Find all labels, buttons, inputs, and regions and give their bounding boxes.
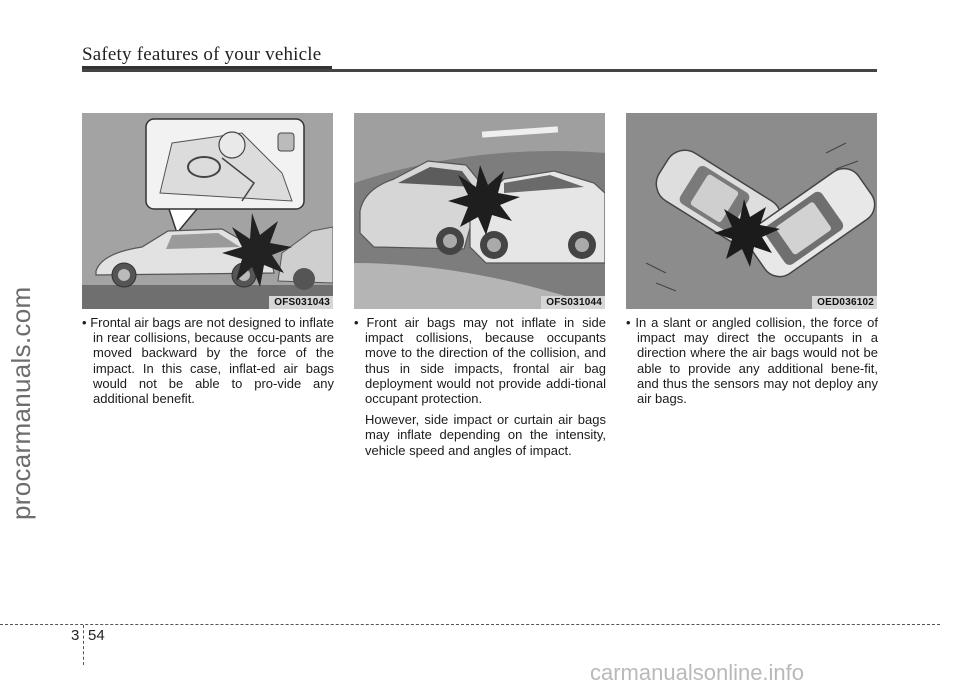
chapter-number: 3 [71,627,80,644]
side-collision-illustration-icon [354,113,605,309]
side-watermark: procarmanuals.com [6,286,36,520]
page-number: 54 [88,627,105,644]
figure-angled-collision [626,113,877,309]
paragraph: • In a slant or angled collision, the force of impact may direct the occupants in a direction where the air bags would not be able to provide any additional bene-fit, and thus the sensors may not deploy any air bags. [626,315,878,407]
figure-code: OFS031044 [541,296,605,309]
rear-collision-illustration-icon [82,113,333,309]
figure-code: OED036102 [812,296,877,309]
paragraph: • Front air bags may not inflate in side impact collisions, because occupants move to the direction of the collision, and thus in side impacts, frontal air bag deployment would not provide addi-tional occupant protection. [354,315,606,407]
footer-divider [0,624,940,625]
bottom-watermark: carmanualsonline.info [590,660,805,685]
page-header-title: Safety features of your vehicle [82,44,322,65]
footer-page-divider [83,625,84,665]
angled-collision-illustration-icon [626,113,877,309]
figure-code: OFS031043 [269,296,333,309]
column-3 [626,315,878,412]
column-1 [82,315,334,412]
paragraph: • Frontal air bags are not designed to inflate in rear collisions, because occu-pants are moved backward by the force of the impact. In this case, inflat-ed air bags would not be able to pro-vide any additional benefit. [82,315,334,407]
paragraph: However, side impact or curtain air bags may inflate depending on the intensity, vehicle speed and angles of impact. [365,412,606,458]
figure-side-collision [354,113,605,309]
column-2 [354,315,606,464]
header-rule [82,69,877,72]
figure-rear-collision [82,113,333,309]
